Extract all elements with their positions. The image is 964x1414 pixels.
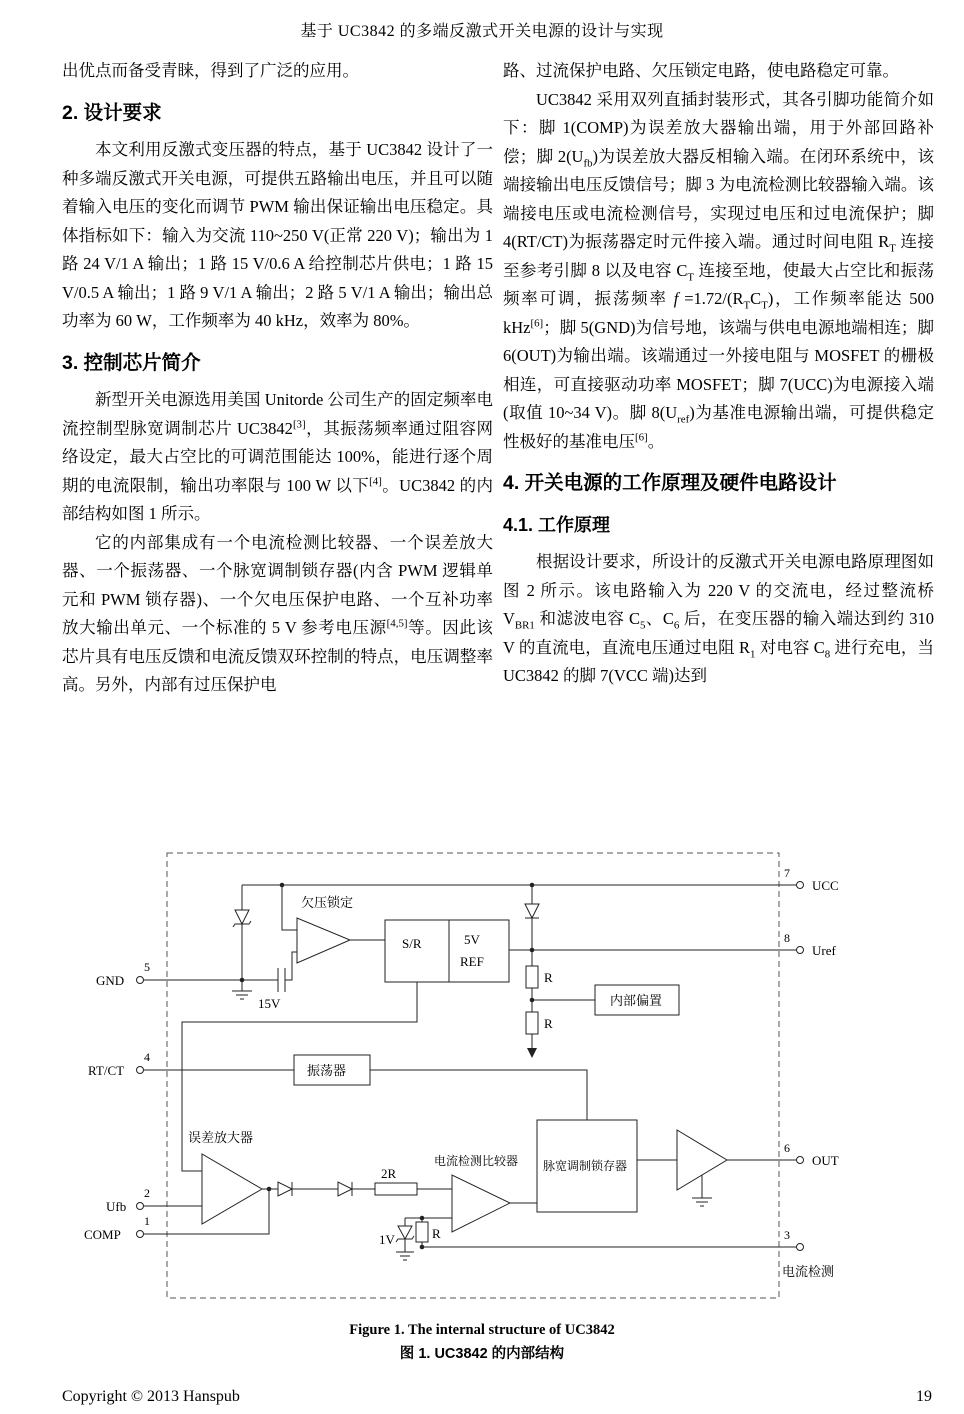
pin-8-number: 8 xyxy=(784,931,790,945)
pin-4-number: 4 xyxy=(144,1050,150,1064)
oscillator-block xyxy=(294,1055,587,1120)
page-number: 19 xyxy=(916,1388,932,1405)
figure-caption-zh: 图 1. UC3842 的内部结构 xyxy=(399,1346,565,1362)
figure-1 xyxy=(82,848,882,1363)
intro-continuation-paragraph: 出优点而备受青睐，得到了广泛的应用。 xyxy=(62,61,359,80)
pin-3-label: 电流检测 xyxy=(782,1264,835,1279)
sense-resistor-label: R xyxy=(432,1226,441,1241)
hysteresis-capacitor xyxy=(258,952,297,1011)
pin-6-terminal xyxy=(797,1157,804,1164)
pin-8-terminal xyxy=(797,947,804,954)
section-4-1-heading: 4.1. 工作原理 xyxy=(503,514,611,535)
error-amplifier xyxy=(182,982,417,1224)
page-footer xyxy=(62,1388,932,1406)
resistor-r-bottom-label: R xyxy=(544,1016,553,1031)
zener-1v-label: 1V xyxy=(379,1232,395,1247)
pin-5-number: 5 xyxy=(144,960,150,974)
resistor-2r-label: 2R xyxy=(381,1166,397,1181)
pin-5-terminal xyxy=(137,977,144,984)
working-principle-paragraph: 根据设计要求，所设计的反激式开关电源电路原理图如图 2 所示。该电路输入为 220 V 的交流电，经过整流桥 $V_{BR1}$ 和滤波电容 $C_5$、$C_6$ 后，在变压器的输入端达到约 310 V 的直流电，直流电压通过电阻 $R_1$ 对电容 $C_8$ 进行充电，当 UC3842 的脚 7(VCC 端)达到 xyxy=(503,552,935,685)
pin-7-terminal xyxy=(797,882,804,889)
pin-3-terminal xyxy=(797,1244,804,1251)
protection-continuation-paragraph: 路、过流保护电路、欠压锁定电路，使电路稳定可靠。 xyxy=(503,61,899,80)
internal-bias-label: 内部偏置 xyxy=(610,993,663,1008)
5v-reference-block xyxy=(449,920,509,982)
ref-5v-label: 5V xyxy=(464,932,480,947)
pin-2-terminal xyxy=(137,1203,144,1210)
uc3842-internal-structure-diagram xyxy=(82,848,882,1308)
pin-7-number: 7 xyxy=(784,866,790,880)
pin-7-label: UCC xyxy=(812,878,839,893)
figure-caption xyxy=(82,1322,882,1363)
sr-label: S/R xyxy=(402,936,422,951)
error-amplifier-label: 误差放大器 xyxy=(188,1130,254,1145)
undervoltage-lockout-comparator xyxy=(280,883,385,963)
right-column xyxy=(503,57,934,691)
current-sense-comparator-label: 电流检测比较器 xyxy=(434,1154,519,1168)
pin-6-number: 6 xyxy=(784,1141,790,1155)
uvlo-zener-diode xyxy=(232,885,252,999)
resistor-r-top-label: R xyxy=(544,970,553,985)
pin-2-number: 2 xyxy=(144,1186,150,1200)
oscillator-label: 振荡器 xyxy=(307,1063,347,1078)
pin-1-number: 1 xyxy=(144,1214,150,1228)
pin-functions-paragraph: UC3842 采用双列直插封装形式，其各引脚功能简介如下：脚 1(COMP)为误差放大器输出端，用于外部回路补偿；脚 $2(U_{fb})$为误差放大器反相输入端。在闭环系统中，该端接输出电压反馈信号；脚 3 为电流检测比较器输入端。该端接电压或电流检测信号，实现过电压和过电流保护；脚 4(RT/CT)为振荡器定时元件接入端。通过时间电阻 $R_T$ 连接至参考引脚 8 以及电容 $C_T$ 连接至地，使最大占空比和振荡频率可调，振荡频率 $f =1.72/(R_TC_T)$，工作频率能达 500 kHz[6]；脚 5(GND)为信号地，该端与供电电源地端相连；脚 6(OUT)为输出端。该端通过一外接电阻与 MOSFET 的栅极相连，可直接驱动功率 MOSFET；脚 7(UCC)为电源接入端(取值 10~34 V)。脚 $8(U_{ref})$为基准电源输出端，可提供稳定性极好的基准电压[6]。 xyxy=(503,89,934,451)
pin-1-comp xyxy=(84,1187,271,1242)
bias-divider-resistors xyxy=(526,950,595,1058)
pin-2-ufb xyxy=(106,1186,202,1214)
pwm-latch-block xyxy=(537,1120,637,1212)
ref-label: REF xyxy=(460,954,484,969)
pin-1-terminal xyxy=(137,1231,144,1238)
reference-diode xyxy=(525,883,539,950)
sr-latch-block xyxy=(385,920,449,982)
pin-1-label: COMP xyxy=(84,1227,121,1242)
section-3-heading: 3. 控制芯片简介 xyxy=(62,351,201,374)
pin-4-label: RT/CT xyxy=(88,1063,125,1078)
pin-5-gnd xyxy=(96,960,278,988)
section-2-heading: 2. 设计要求 xyxy=(62,101,162,124)
pin-7-ucc xyxy=(242,866,839,893)
pin-3-number: 3 xyxy=(784,1228,790,1242)
paper-title: 基于 UC3842 的多端反激式开关电源的设计与实现 xyxy=(300,23,664,40)
section-4-heading: 4. 开关电源的工作原理及硬件电路设计 xyxy=(503,472,837,494)
internal-bias-block xyxy=(595,985,679,1015)
design-requirements-paragraph: 本文利用反激式变压器的特点，基于 UC3842 设计了一种多端反激式开关电源，可提供五路输出电压，并且可以随着输入电压的变化而调节 PWM 输出保证输出电压稳定。具体指标如下：输入为交流 110~250 V(正常 220 V)；输出为 1 路 24 V/1 A 输出；1 路 15 V/0.6 A 给控制芯片供电；1 路 15 V/0.5 A 输出；1 路 9 V/1 A 输出；2 路 5 V/1 A 输出；输出总功率为 60 W，工作频率为 40 kHz，效率为 80%。 xyxy=(62,140,493,330)
pwm-latch-label: 脉宽调制锁存器 xyxy=(543,1159,628,1173)
current-sense-comparator xyxy=(434,1153,537,1232)
output-driver xyxy=(637,1130,839,1206)
capacitor-15v-label: 15V xyxy=(258,996,281,1011)
pin-5-label: GND xyxy=(96,973,125,988)
uvlo-label: 欠压锁定 xyxy=(301,895,354,910)
pin-3-current-sense xyxy=(422,1228,834,1279)
copyright-text: Copyright © 2013 Hanspub xyxy=(62,1388,240,1405)
pin-2-label: Ufb xyxy=(106,1199,127,1214)
pin-8-uref xyxy=(509,931,836,958)
pin-6-label: OUT xyxy=(812,1153,839,1168)
pin-4-terminal xyxy=(137,1067,144,1074)
figure-caption-en: Figure 1. The internal structure of UC3842 xyxy=(349,1322,615,1338)
current-sense-resistor xyxy=(416,1218,441,1249)
series-diodes-and-2r-resistor xyxy=(262,1166,452,1196)
pin-4-rtct xyxy=(88,1050,294,1078)
left-column xyxy=(62,57,493,700)
pin-8-label: Uref xyxy=(812,943,836,958)
chip-internal-structure-paragraph: 它的内部集成有一个电流检测比较器、一个误差放大器、一个振荡器、一个脉宽调制锁存器(内含 PWM 逻辑单元和 PWM 锁存器)、一个欠电压保护电路、一个互补功率放大输出单元、一个标准的 5 V 参考电压源[4,5]等。因此该芯片具有电压反馈和电流反馈双环控制的特点，电压调整率高。另外，内部有过压保护电 xyxy=(62,532,493,694)
chip-introduction-paragraph: 新型开关电源选用美国 Unitorde 公司生产的固定频率电流控制型脉宽调制芯片 UC3842[3]，其振荡频率通过阻容网络设定，最大占空比的可调范围能达 100%，能进行逐个周期的电流限制，输出功率限与 100 W 以下[4]。UC3842 的内部结构如图 1 所示。 xyxy=(62,390,494,523)
